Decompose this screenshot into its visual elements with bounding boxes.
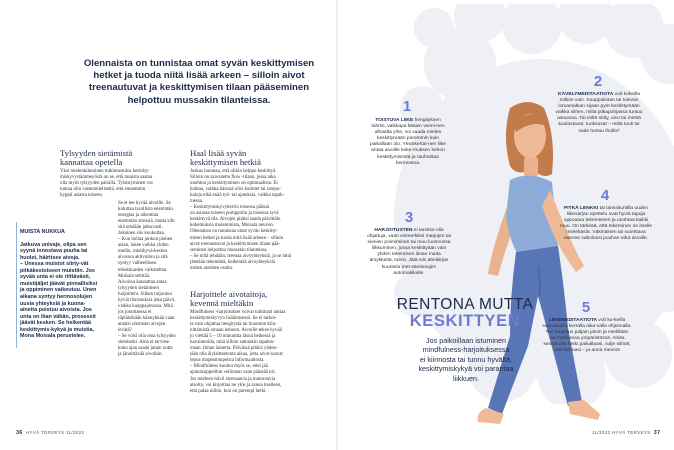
magazine-name-right: 11/2022 HYVÄ TERVEYS <box>592 430 651 435</box>
col2-heading: Haal lisää syvän keskittymisen hetkiä <box>190 148 261 168</box>
step-1-title: TOISTUVA LIIKE <box>375 118 414 123</box>
col1-heading: Tylsyyden sietämistä kannattaa opetella <box>60 148 133 168</box>
feature-subtitle: Jos paikoillaan istuminen mindfulness-harjoituksessa ei kiinnosta tai tunnu hyvältä, keskittymiskykyä voi parantaa liikkuen. <box>418 336 514 383</box>
step-5-body: voit ko-keilla seuraavalla kerralla aika-valla ohjeimalla. Tee harjoitus paljain jaloin ja mieliilään rau-hallisessa ympäristössä. Aloita seisomalla hetki paikallaasi, sulje silmät, aisti kehoasi – ja anna mennä! <box>542 318 632 354</box>
col1-paragraph-1: Yksi mielenkiintoinen tutkimustulos keskitty- miskyvystämmeyöstä on se, että tasaista saatua olla myös tylsyyden paloilla. Tylsistyminen voi tuntua niin vastenmieliseltä, että ennemmin hyppii asiasta toiseen. <box>60 169 153 199</box>
step-2-title: KÄVELYMEDITAATIOTA <box>558 92 614 97</box>
feature-title-line-2: KESKITTYEN <box>409 312 521 330</box>
step-3-body: ei tarvitse olla ohjattuja, vaan esimerkiksi marjojen tai sienien poimiminen tai muu luonnossa liikkuminen, jossa keskittyään vain yhden tekemisen ilman muita ärsykkeitä, toimii. Jätä siis äänikirjan kuuntelu met-säreissujen automatiikalle. <box>367 228 451 276</box>
intro-lead: Olennaista on tunnistaa omat syvän keskittymisen hetket ja tuoda niitä lisää arkeen – silloin aivot treenautuvat ja keskittymisen tilaan pääseminen helpottuu mussakin tilanteissa. <box>83 58 315 106</box>
step-4-number: 4 <box>600 187 610 204</box>
folio-right <box>592 430 660 436</box>
pullquote-rule <box>16 222 17 348</box>
step-3-number: 3 <box>404 209 414 226</box>
step-3-text <box>366 228 452 277</box>
walking-woman-illustration <box>452 96 602 436</box>
page-spine <box>336 0 338 450</box>
feature-title-line-1: RENTONA MUTTA <box>396 296 534 313</box>
page-number-right: 37 <box>653 430 661 436</box>
pullquote-text: Jatkuva univaje, olipa sen syynä innostava puuha tai huolet, häiritsee aivoja. – Unessa muistot siirty-vät pitkäkestoiseen muistiin. Jos syvää unta ei ole riittävästi, muistijäljet jäävät pinnallisiksi ja oppiminen vaikeutuu. Unen aikana syntyy hermosolujen uusia yhteyksiä ja kuona-aineita poistuu aivoista. Jos unta on liian vähän, prosessit jäävät kesken. Se heikentää keskittymis-kykyä ja muistia, Mona Moisala perustelee. <box>20 241 98 340</box>
pullquote <box>20 222 98 340</box>
magazine-name-left: HYVÄ TERVEYS 11/2022 <box>25 430 85 435</box>
step-5-number: 5 <box>581 299 591 316</box>
pullquote-title: MUISTA NUKKUA <box>20 228 65 235</box>
step-4-body: tai tanssituntilla uuden liikesarjan opettelu ovat hyviä tapoja uppoutua tekemiseen ja unohtaa kaikki muu. On tärkeää, että tekeminen on itselle mielekästä. Väkinäinen tai suorittava asenne saboitoisi puuhan edut aivoille. <box>560 206 652 242</box>
step-2-number: 2 <box>593 73 603 90</box>
folio-left <box>16 430 84 436</box>
step-3-title: HARJOITUSTEN <box>374 228 413 233</box>
step-5-title: LIIKEMEDITAATIOTA <box>548 318 598 323</box>
step-5-text <box>542 318 632 355</box>
step-1-number: 1 <box>402 98 412 115</box>
col1-paragraph-2: Se et tee hyvää aivoille. Se kuluttaa tavallista enemmän energiaa ja aiheuttaa enemmän stressiä, mutta silti sitä tehdään jatkuvasti. Jokainen siis koukuttaa. – Kun hoitaa jonkun pienen asian, lukee vaikka yhden meilin, mielihyvä-keskus aivoissa aktivoituu ja sitä syntyy valheellinen tehokkuuden vaikutelma. Moisala selittää. Aivoissa kannattaa antaa tylsyyden sietämisen harjoittelu. Siihen tarjoutuu hyviä tilaisuuksia joka päivä, vaikka kauppajonossa. Mitä jos jonottaessa ei räpläisikään kännykkää vaan antaisi olemisen aivojen levätä? – Se voisi olla oma tylsyyden sietohetki. Aina ei tarvitse koko ajan saada jotain uutta ja jännittävää aivoihin. <box>118 201 176 358</box>
col2-paragraph-1: Joskus huomaa, että olikin helppo keskittyä. Silloin on saavutettu flow -tilaan, jossa aika unohtuu ja keskittyminen on optimaalista. Ei haittaa, vaikka käsissä olisi kotimet tai rampu- kaloja eikä enää työ- tai ajatuksia, vaikka tapah- tuessa. – Keskittymiskyvykerrin toisessa päässä on asiassa toiseen pomppoilu ja toisessa syvä keskittyvä tila. Aivojen pitäisi saada päivittäin kokemuksia molemmista, Moisala neuvoo. Olennaista on tunnistaa omat syvän keskitty- misen hetket ja tuoda niitä lisää arkeen – silloin aivot treenautuvat ja keskittymisen tilaan pää- seminen helpottuu mussakin tilanteissa. – Se mitä tehdään, treenaa aivoyhteyksiä, ja se mitä jätetään tekemättä, heikentää aivoyhteyksiä miden aiotiden osalta. <box>190 169 292 271</box>
col2-paragraph-2: Mindfulness -harjoitukset voivat tutkitusti auttaa keskittymiskyvyn lisäämisessä. Se ei tarkoi- ta vain ohjattua hengitystä tai huomion kiin- nittämistä omaan kehoon. Aivoille tekee hyvää jo viettää 5 – 10 minuuttia läsnä hetkessä ja havainnoida, mitä silloin sattuukin tapahtu- maan. Ilman lainerta. Päivässä pitäisi yhden- tään olla älylaitteetonta aikaa, jotta aivot saavat lepoa mopeammpeista informaatiosta. – Mindfulness kuuluu myös se, ettei jää ajatuskuppelihin velloman vaan päästää irti. Jos mieleen tulvii stressaavia ja mutoroavia aisoita, voi kirjoittaa ne ylös ja sanoa itselleen, että palaa niihin, kun on parempi hetki. <box>190 310 286 394</box>
step-1-text <box>368 118 448 167</box>
col2-heading-2: Harjoittele aivotaitoja, kevennä mieltäkin <box>190 289 268 309</box>
step-4-title: PITKÄ LENKKI <box>563 206 599 211</box>
step-2-body: voit kokeilla milloin vain. Kauppalistan tai tulevan lomamatkan sijaan pyrit keskittymään vaikka siihen, miltä jalkapohjassa tuntuu astuessa. Tai miltä niitty, vesi tai metsä kuulostavat, tuoksuvat – miltä tuuli tai sade tuntuu iholla? <box>555 92 643 134</box>
step-2-text <box>554 92 644 135</box>
step-1-body: hengityksen tahtiin, vaikkapa käsien viemi-nen alhaalta ylös, voi saada mielen keskittymään paremmin kuin paikallaan olo. Yksinkertai-nen liike antaa aivoille koke-muksen kehon keskittymisestä ja rauhoittaa hermostoa. <box>369 118 447 166</box>
page-number-left: 36 <box>16 430 23 436</box>
step-4-text <box>560 206 652 243</box>
